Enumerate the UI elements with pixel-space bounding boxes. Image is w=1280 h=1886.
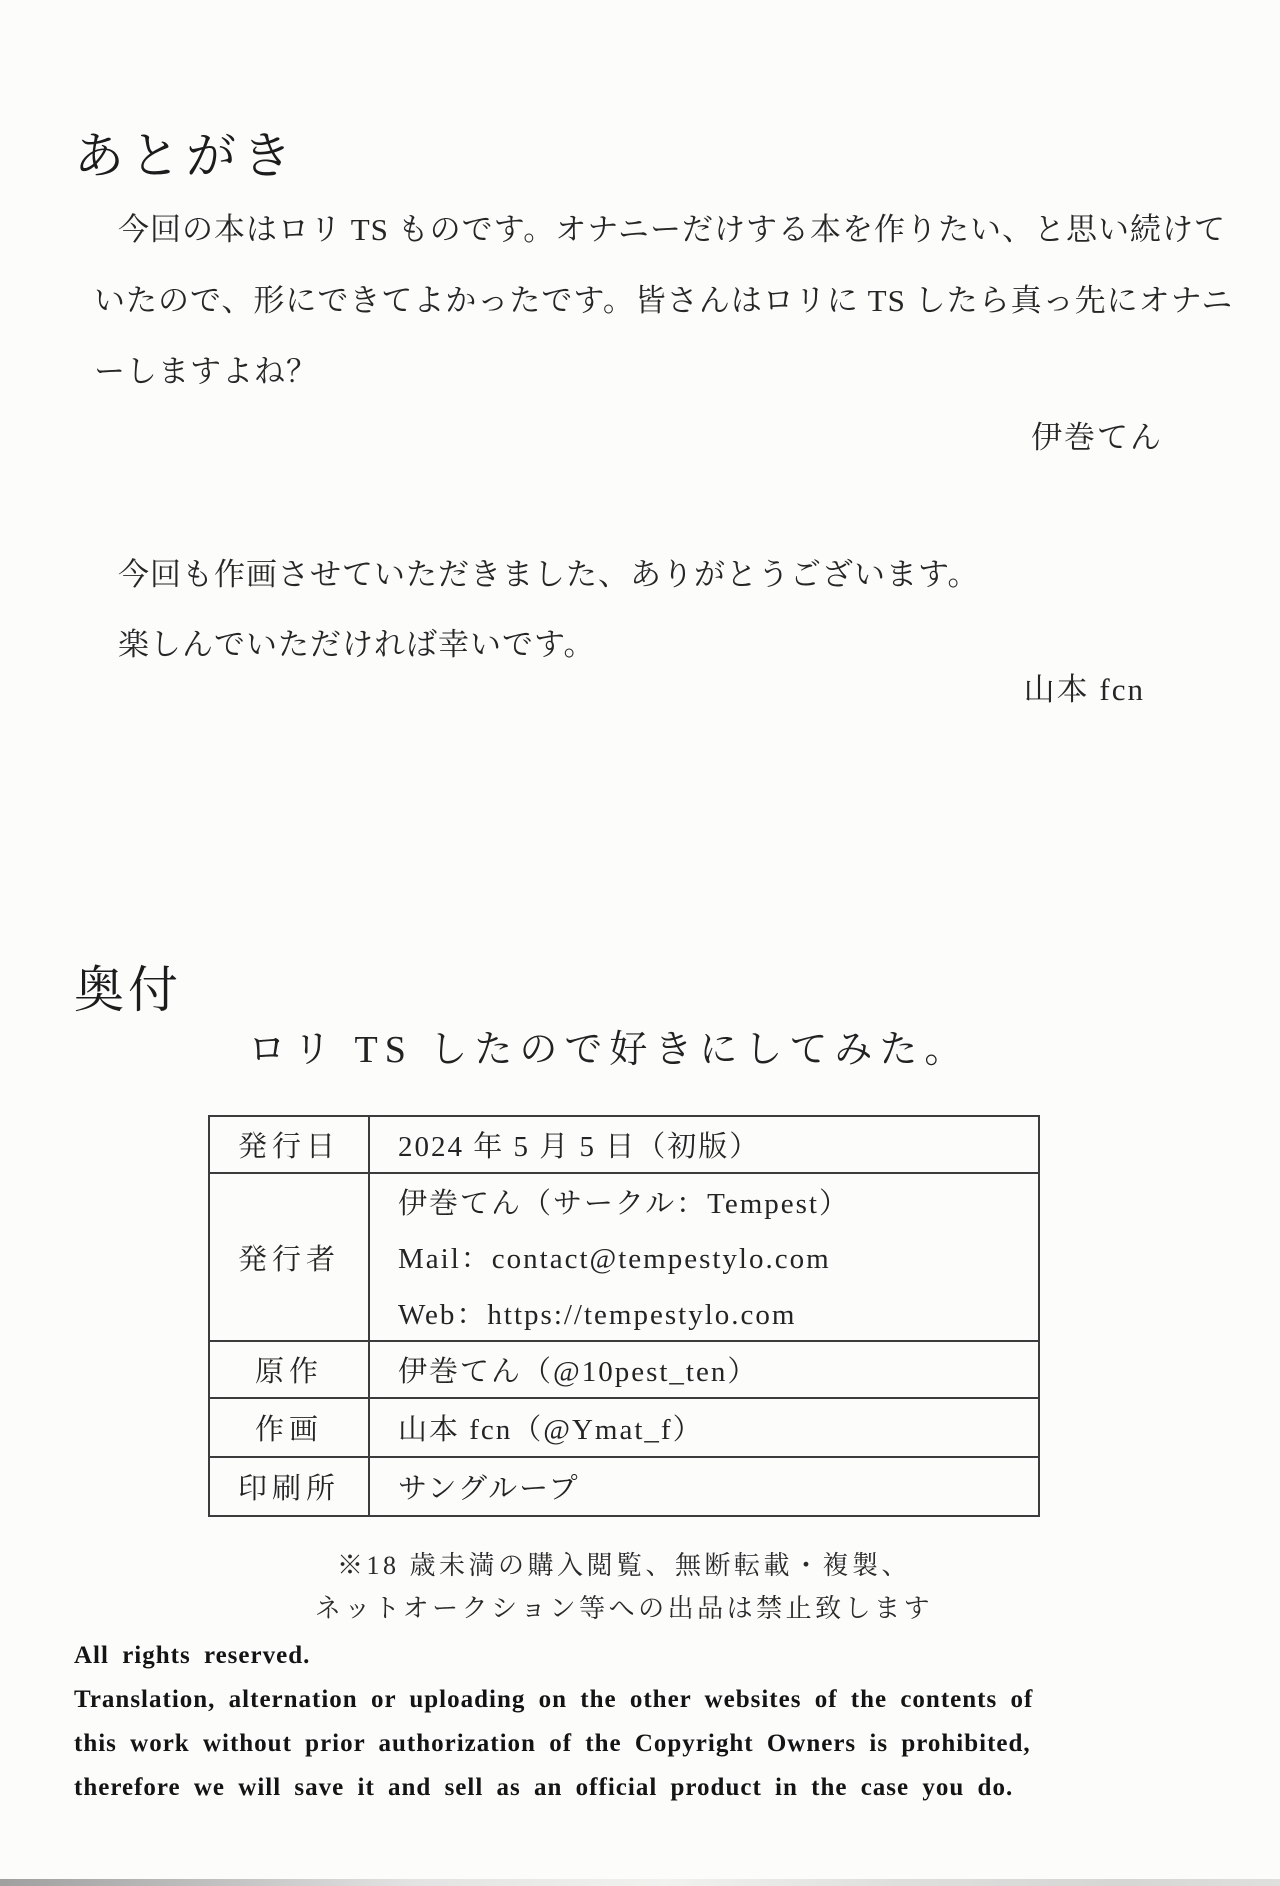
table-row-publisher: [210, 1174, 1038, 1342]
printer-name: サングループ: [398, 1473, 580, 1505]
table-row-publish-date: [210, 1117, 1038, 1174]
publisher-web: Web：https://tempestylo.com: [398, 1298, 797, 1331]
afterword-paragraph1-line1: 今回の本はロリ TS ものです。オナニーだけする本を作りたい、と思い続けて: [118, 212, 1226, 247]
publisher-name: 伊巻てん（サークル：Tempest）: [398, 1188, 850, 1221]
book-title: ロリ TS したので好きにしてみた。: [248, 1029, 970, 1071]
author-signature: 伊巻てん: [1031, 420, 1163, 455]
original-author: 伊巻てん（@10pest_ten）: [398, 1356, 759, 1388]
row-label: 原作: [210, 1342, 370, 1397]
row-value: [370, 1458, 1038, 1515]
row-value: [370, 1342, 1038, 1397]
row-value: [370, 1174, 1038, 1340]
scan-edge-artifact: [0, 1879, 1280, 1886]
row-label: 作画: [210, 1399, 370, 1456]
copyright-line1: All rights reserved.: [74, 1642, 311, 1669]
row-value: [370, 1399, 1038, 1456]
table-row-illustration: [210, 1399, 1038, 1458]
colophon-title: 奥付: [74, 962, 182, 1018]
afterword-paragraph1-line2: いたので、形にできてよかったです。皆さんはロリに TS したら真っ先にオナニ: [94, 283, 1234, 318]
colophon-table: [208, 1115, 1040, 1517]
afterword-paragraph1-line3: ーしますよね？: [94, 354, 318, 389]
afterword-paragraph2-line1: 今回も作画させていただきました、ありがとうございます。: [118, 557, 980, 592]
copyright-block: [74, 1634, 1214, 1810]
illustrator: 山本 fcn（@Ymat_f）: [398, 1414, 704, 1446]
publish-date: 2024 年 5 月 5 日（初版）: [398, 1131, 761, 1163]
age-restriction-notice-line2: ネットオークション等への出品は禁止致します: [314, 1594, 934, 1623]
row-label: 発行日: [210, 1117, 370, 1172]
copyright-line4: therefore we will save it and sell as an official product in the case you do.: [74, 1774, 1014, 1801]
row-value: [370, 1117, 1038, 1172]
copyright-line2: Translation, alternation or uploading on the other websites of the contents of: [74, 1686, 1034, 1713]
row-label: 印刷所: [210, 1458, 370, 1515]
table-row-original-work: [210, 1342, 1038, 1399]
afterword-title: あとがき: [74, 128, 298, 184]
age-restriction-notice-line1: ※18 歳未満の購入閲覧、無断転載・複製、: [336, 1551, 911, 1580]
afterword-paragraph2-line2: 楽しんでいただければ幸いです。: [118, 627, 596, 662]
table-row-printer: [210, 1458, 1038, 1515]
row-label: 発行者: [210, 1174, 370, 1340]
copyright-line3: this work without prior authorization of the Copyright Owners is prohibited,: [74, 1730, 1031, 1757]
publisher-mail: Mail：contact@tempestylo.com: [398, 1243, 831, 1276]
artist-signature: 山本 fcn: [1023, 672, 1145, 707]
